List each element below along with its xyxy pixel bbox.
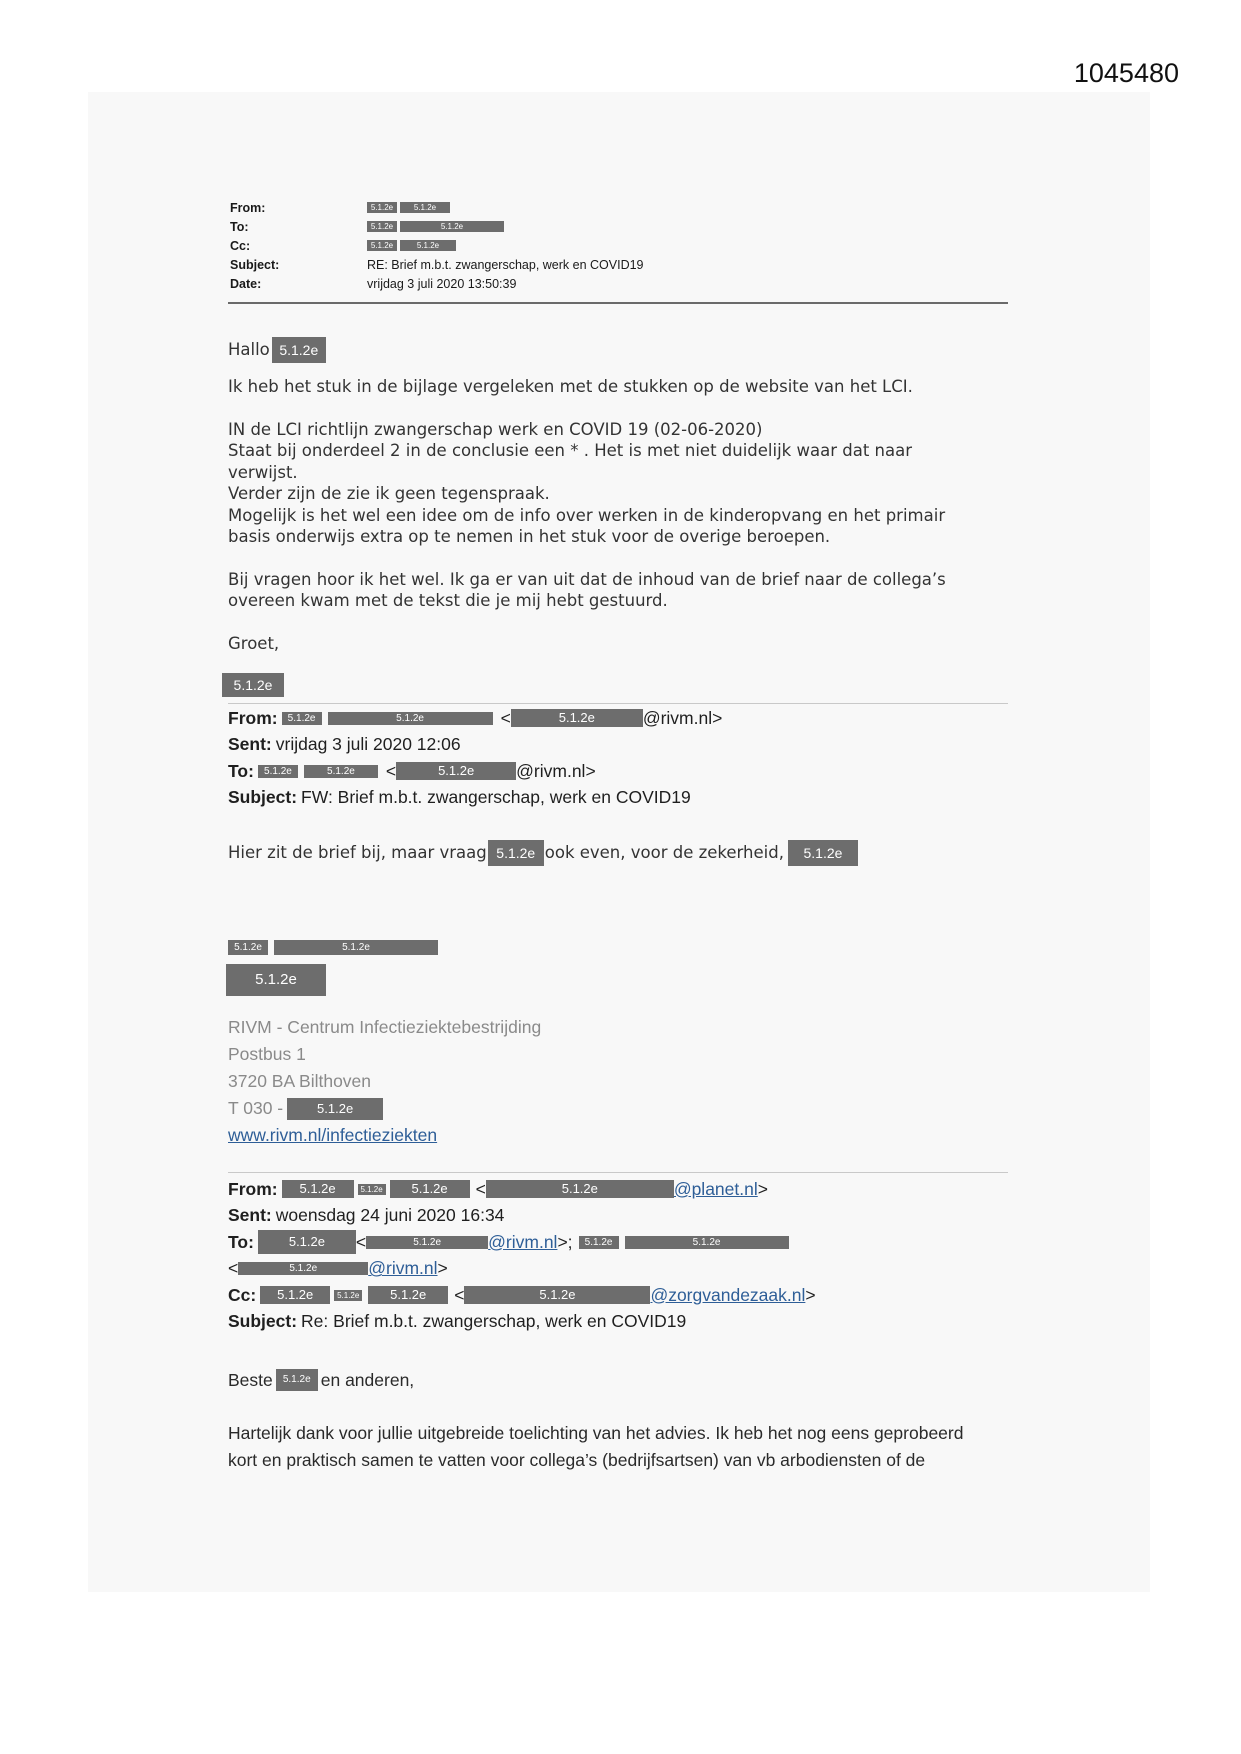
to-label: To: xyxy=(230,219,249,234)
reply-line: Bij vragen hoor ik het wel. Ik ga er van uit dat de inhoud van de brief naar de collega’s xyxy=(228,569,946,589)
orig-subject-row xyxy=(228,1309,1028,1336)
reply-line: Verder zijn de zie ik geen tegenspraak. xyxy=(228,484,550,503)
redaction: 5.1.2e xyxy=(272,337,326,363)
redaction: 5.1.2e xyxy=(222,673,284,697)
closing: Groet, xyxy=(228,633,280,653)
fw-sent-row xyxy=(228,732,1028,759)
redaction: 5.1.2e xyxy=(488,840,544,866)
forward-header xyxy=(228,705,1028,811)
header-subject-row xyxy=(230,255,644,274)
sig-org: RIVM - Centrum Infectieziektebestrijding xyxy=(228,1017,542,1037)
reply-paragraph: Ik heb het stuk in de bijlage vergeleken met de stukken op de website van het LCI. xyxy=(228,377,913,396)
fw-sent-label: Sent: xyxy=(228,734,272,755)
orig-cc-label: Cc: xyxy=(228,1284,257,1305)
sig-postbus: Postbus 1 xyxy=(228,1044,306,1064)
redaction: 5.1.2e xyxy=(400,202,450,213)
date-label: Date: xyxy=(230,276,262,291)
reply-line: Mogelijk is het wel een idee om de info over werken in de kinderopvang en het primair xyxy=(228,505,946,525)
header-to-row xyxy=(230,217,644,236)
orig-sent-label: Sent: xyxy=(228,1205,272,1226)
reply-greeting-line xyxy=(228,336,1028,364)
fw-from-email: @rivm.nl> xyxy=(642,707,723,728)
redaction: 5.1.2e xyxy=(367,202,397,213)
fw-from-label: From: xyxy=(228,707,278,728)
greeting: Hallo xyxy=(228,340,270,360)
fw-subject-value: FW: Brief m.b.t. zwangerschap, werk en COVID19 xyxy=(301,787,691,808)
reply-line: IN de LCI richtlijn zwangerschap werk en COVID 19 (02-06-2020) xyxy=(228,419,763,439)
header-cc-row xyxy=(230,236,644,255)
redaction: 5.1.2e xyxy=(486,1180,674,1198)
redaction: 5.1.2e xyxy=(358,1184,386,1195)
orig-body xyxy=(228,1420,1048,1474)
orig-body-line: Hartelijk dank voor jullie uitgebreide toelichting van het advies. Ik heb het nog eens geprobeerd xyxy=(228,1423,964,1443)
redaction: 5.1.2e xyxy=(511,709,643,727)
separator xyxy=(228,703,1008,704)
redaction: 5.1.2e xyxy=(579,1236,619,1249)
subject-value: RE: Brief m.b.t. zwangerschap, werk en COVID19 xyxy=(367,257,644,272)
sig-phone-row xyxy=(228,1095,541,1122)
redaction: 5.1.2e xyxy=(625,1236,789,1249)
orig-cc-row: Cc: 5.1.2e 5.1.2e 5.1.2e < 5.1.2e @zorgvandezaak.nl > xyxy=(228,1284,816,1305)
signature xyxy=(228,1014,541,1149)
sender-name xyxy=(228,940,438,955)
fw-from-row: From: 5.1.2e 5.1.2e < 5.1.2e @rivm.nl> xyxy=(228,707,723,728)
email-header xyxy=(230,198,644,293)
redaction: 5.1.2e xyxy=(228,940,268,955)
redaction: 5.1.2e xyxy=(368,1286,448,1304)
redaction: 5.1.2e xyxy=(276,1369,318,1391)
forward-body xyxy=(228,838,1028,868)
redaction: 5.1.2e xyxy=(260,1286,330,1304)
orig-greeting-line xyxy=(228,1366,1048,1394)
orig-to-label: To: xyxy=(228,1231,254,1252)
sig-city: 3720 BA Bilthoven xyxy=(228,1071,372,1091)
fw-to-row: To: 5.1.2e 5.1.2e < 5.1.2e @rivm.nl> xyxy=(228,760,596,781)
header-date-row xyxy=(230,274,644,293)
from-label: From: xyxy=(230,200,266,215)
redaction: 5.1.2e xyxy=(287,1098,383,1120)
fw-subject-row xyxy=(228,785,1028,812)
redaction: 5.1.2e xyxy=(328,712,493,725)
orig-subject-value: Re: Brief m.b.t. zwangerschap, werk en COVID19 xyxy=(301,1311,687,1332)
redaction: 5.1.2e xyxy=(464,1286,650,1304)
redaction: 5.1.2e xyxy=(396,762,516,780)
redaction: 5.1.2e xyxy=(238,1262,368,1275)
orig-cc-email-link[interactable]: @zorgvandezaak.nl xyxy=(650,1284,806,1305)
orig-greeting: Beste xyxy=(228,1369,273,1390)
redaction: 5.1.2e xyxy=(304,765,378,778)
document-number: 1045480 xyxy=(1073,58,1179,88)
redaction: 5.1.2e xyxy=(367,221,397,232)
redaction: 5.1.2e xyxy=(258,1230,356,1254)
redaction: 5.1.2e xyxy=(226,964,326,996)
subject-label: Subject: xyxy=(230,257,280,272)
redaction: 5.1.2e xyxy=(274,940,438,955)
header-from-row xyxy=(230,198,644,217)
reply-line: Staat bij onderdeel 2 in de conclusie een * . Het is met niet duidelijk waar dat naar xyxy=(228,441,912,460)
orig-from-label: From: xyxy=(228,1178,278,1199)
reply-body xyxy=(228,336,1028,654)
redaction: 5.1.2e xyxy=(334,1290,362,1301)
redaction: 5.1.2e xyxy=(366,1236,488,1249)
header-divider xyxy=(228,302,1008,304)
redaction: 5.1.2e xyxy=(390,1180,470,1198)
sig-website-link[interactable]: www.rivm.nl/infectieziekten xyxy=(228,1125,438,1145)
reply-line: basis onderwijs extra op te nemen in het stuk voor de overige beroepen. xyxy=(228,527,831,546)
fw-subject-label: Subject: xyxy=(228,787,298,808)
orig-to-row: To: 5.1.2e < 5.1.2e @rivm.nl >; 5.1.2e 5.1.2e xyxy=(228,1229,1028,1256)
separator xyxy=(228,1172,1008,1173)
orig-from-row: From: 5.1.2e 5.1.2e 5.1.2e < 5.1.2e @planet.nl > xyxy=(228,1178,768,1199)
redaction: 5.1.2e xyxy=(400,221,504,232)
reply-line: overeen kwam met de tekst die je mij hebt gestuurd. xyxy=(228,591,668,610)
reply-line: verwijst. xyxy=(228,462,298,482)
redaction: 5.1.2e xyxy=(788,840,858,866)
fw-to-label: To: xyxy=(228,760,254,781)
redaction: 5.1.2e xyxy=(400,240,456,251)
orig-sent-row xyxy=(228,1203,1028,1230)
redaction: 5.1.2e xyxy=(282,712,322,725)
orig-from-email-link[interactable]: @planet.nl xyxy=(673,1178,758,1199)
fw-body-text: ook even, voor de zekerheid, xyxy=(544,843,784,863)
original-header xyxy=(228,1176,1028,1335)
orig-to-row-2: < 5.1.2e @rivm.nl > xyxy=(228,1258,448,1279)
orig-greeting: en anderen, xyxy=(320,1369,415,1390)
orig-body-line: kort en praktisch samen te vatten voor collega’s (bedrijfsartsen) van vb arbodiensten of de xyxy=(228,1450,926,1470)
redaction: 5.1.2e xyxy=(367,240,397,251)
orig-to-email-link[interactable]: @rivm.nl xyxy=(488,1231,558,1252)
orig-sent-value: woensdag 24 juni 2020 16:34 xyxy=(275,1205,505,1226)
fw-body-text: Hier zit de brief bij, maar vraag xyxy=(228,843,487,863)
cc-label: Cc: xyxy=(230,238,251,253)
orig-subject-label: Subject: xyxy=(228,1311,298,1332)
redaction: 5.1.2e xyxy=(258,765,298,778)
date-value: vrijdag 3 juli 2020 13:50:39 xyxy=(367,276,517,291)
redaction: 5.1.2e xyxy=(282,1180,354,1198)
fw-to-email: @rivm.nl> xyxy=(516,760,596,781)
sig-phone: T 030 - xyxy=(228,1098,284,1118)
fw-sent-value: vrijdag 3 juli 2020 12:06 xyxy=(275,734,461,755)
orig-to-email-link-2[interactable]: @rivm.nl xyxy=(368,1258,438,1279)
